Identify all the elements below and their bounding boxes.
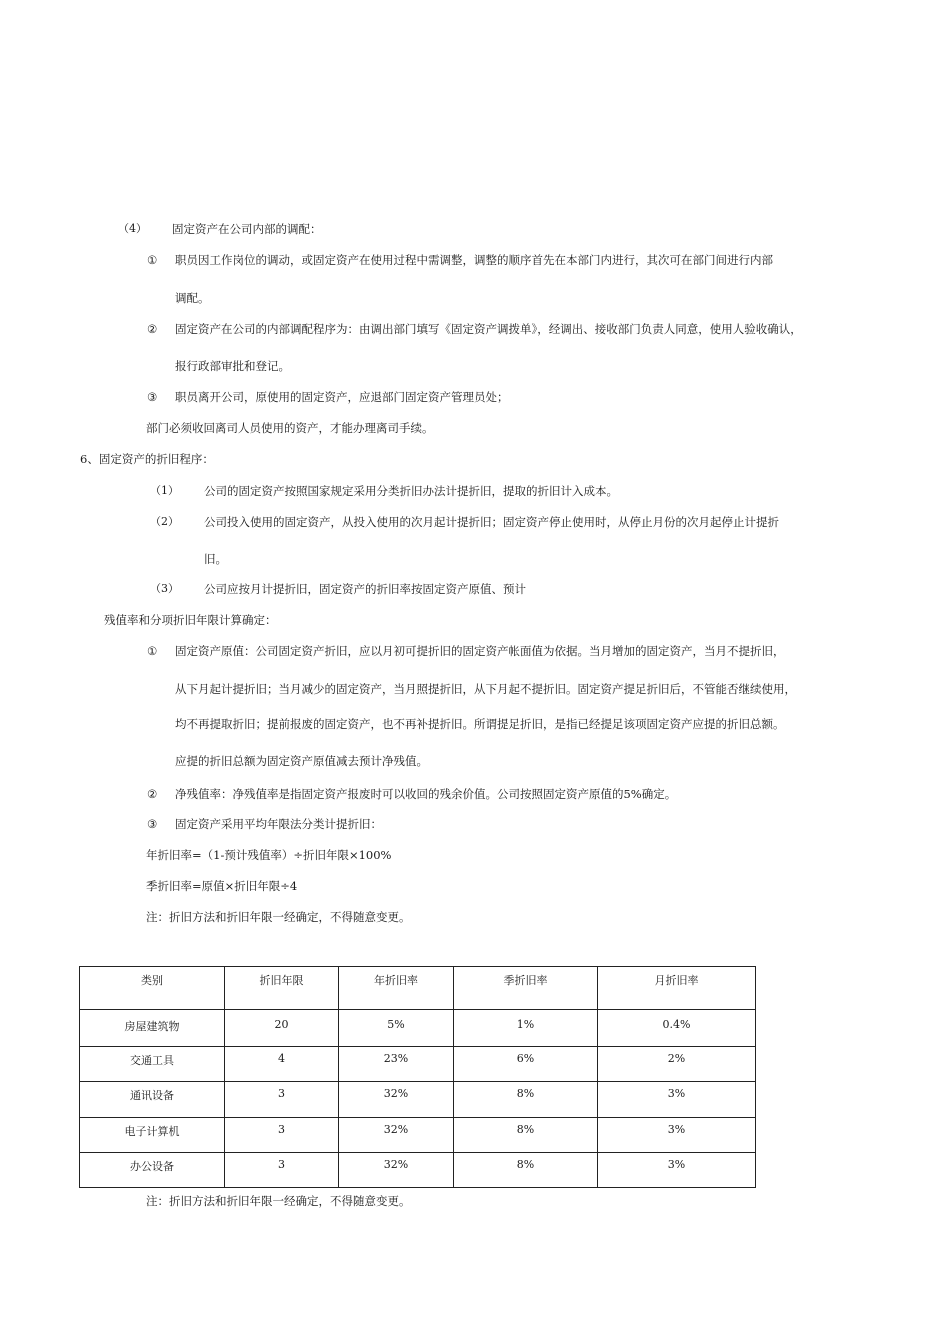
table-cell: 32% — [339, 1082, 454, 1118]
point-number: （2） — [150, 515, 179, 528]
item-mark: ③ — [147, 390, 158, 404]
table-cell: 23% — [339, 1047, 454, 1082]
item-text-line: 固定资产原值：公司固定资产折旧，应以月初可提折旧的固定资产帐面值为依据。当月增加的固定资产，当月不提折旧， — [175, 644, 785, 658]
table-cell: 电子计算机 — [80, 1118, 225, 1153]
table-cell: 5% — [339, 1010, 454, 1047]
note: 注：折旧方法和折旧年限一经确定，不得随意变更。 — [146, 1194, 411, 1208]
point-text: 旧。 — [204, 552, 227, 566]
table-cell: 20 — [225, 1010, 339, 1047]
table-header-cell: 年折旧率 — [339, 967, 454, 1010]
point-text: 残值率和分项折旧年限计算确定： — [104, 613, 277, 627]
item-text-line: 净残值率：净残值率是指固定资产报废时可以收回的残余价值。公司按照固定资产原值的5%确定。 — [175, 787, 677, 801]
table-cell: 0.4% — [598, 1010, 756, 1047]
formula-quarterly-rate: 季折旧率=原值×折旧年限÷4 — [146, 879, 298, 893]
item-mark: ② — [147, 322, 158, 336]
table-cell: 32% — [339, 1118, 454, 1153]
table-cell: 交通工具 — [80, 1047, 225, 1082]
table-cell: 3% — [598, 1082, 756, 1118]
table-cell: 6% — [454, 1047, 598, 1082]
item-mark: ① — [147, 253, 158, 267]
section-4-number: （4） — [118, 222, 147, 235]
section-4-title: 固定资产在公司内部的调配： — [172, 222, 322, 236]
point-number: （1） — [150, 484, 179, 497]
table-cell: 办公设备 — [80, 1153, 225, 1188]
depreciation-table — [79, 966, 756, 1188]
item-text-line: 报行政部审批和登记。 — [175, 359, 290, 373]
point-text: 公司的固定资产按照国家规定采用分类折旧办法计提折旧，提取的折旧计入成本。 — [204, 484, 618, 498]
table-cell: 1% — [454, 1010, 598, 1047]
formula-annual-rate: 年折旧率=（1-预计残值率）÷折旧年限×100% — [146, 848, 392, 862]
table-cell: 3% — [598, 1118, 756, 1153]
table-cell: 房屋建筑物 — [80, 1010, 225, 1047]
table-header-row — [80, 967, 756, 1010]
table-header-cell: 季折旧率 — [454, 967, 598, 1010]
table-row — [80, 1047, 756, 1082]
table-header-cell: 折旧年限 — [225, 967, 339, 1010]
table-cell: 8% — [454, 1118, 598, 1153]
section-6-title: 6、固定资产的折旧程序： — [80, 452, 214, 466]
table-cell: 2% — [598, 1047, 756, 1082]
table-header-cell: 类别 — [80, 967, 225, 1010]
table-cell: 3 — [225, 1153, 339, 1188]
note: 注：折旧方法和折旧年限一经确定，不得随意变更。 — [146, 910, 411, 924]
table-cell: 32% — [339, 1153, 454, 1188]
item-text-line: 固定资产采用平均年限法分类计提折旧： — [175, 817, 382, 831]
point-text: 公司投入使用的固定资产，从投入使用的次月起计提折旧；固定资产停止使用时，从停止月份的次月起停止计提折 — [204, 515, 779, 529]
table-row — [80, 1082, 756, 1118]
table-row — [80, 1010, 756, 1047]
table-cell: 4 — [225, 1047, 339, 1082]
paragraph: 部门必须收回离司人员使用的资产，才能办理离司手续。 — [146, 421, 434, 435]
point-text: 公司应按月计提折旧，固定资产的折旧率按固定资产原值、预计 — [204, 582, 526, 596]
table-cell: 8% — [454, 1082, 598, 1118]
table-row — [80, 1153, 756, 1188]
table-cell: 3 — [225, 1118, 339, 1153]
table-header-cell: 月折旧率 — [598, 967, 756, 1010]
item-text-line: 应提的折旧总额为固定资产原值减去预计净残值。 — [175, 754, 428, 768]
item-text-line: 固定资产在公司的内部调配程序为：由调出部门填写《固定资产调拨单》，经调出、接收部门负责人同意，使用人验收确认， — [175, 322, 802, 336]
item-text-line: 职员因工作岗位的调动，或固定资产在使用过程中需调整，调整的顺序首先在本部门内进行，其次可在部门间进行内部 — [175, 253, 773, 267]
table-cell: 3 — [225, 1082, 339, 1118]
item-text-line: 职员离开公司，原使用的固定资产，应退部门固定资产管理员处； — [175, 390, 509, 404]
table-cell: 通讯设备 — [80, 1082, 225, 1118]
item-text-line: 从下月起计提折旧；当月减少的固定资产，当月照提折旧，从下月起不提折旧。固定资产提足折旧后，不管能否继续使用， — [175, 682, 796, 696]
point-number: （3） — [150, 582, 179, 595]
item-mark: ① — [147, 644, 158, 658]
table-cell: 3% — [598, 1153, 756, 1188]
table-cell: 8% — [454, 1153, 598, 1188]
item-text-line: 调配。 — [175, 291, 210, 305]
table-row — [80, 1118, 756, 1153]
item-mark: ② — [147, 787, 158, 801]
item-text-line: 均不再提取折旧；提前报废的固定资产，也不再补提折旧。所谓提足折旧，是指已经提足该项固定资产应提的折旧总额。 — [175, 717, 785, 731]
item-mark: ③ — [147, 817, 158, 831]
